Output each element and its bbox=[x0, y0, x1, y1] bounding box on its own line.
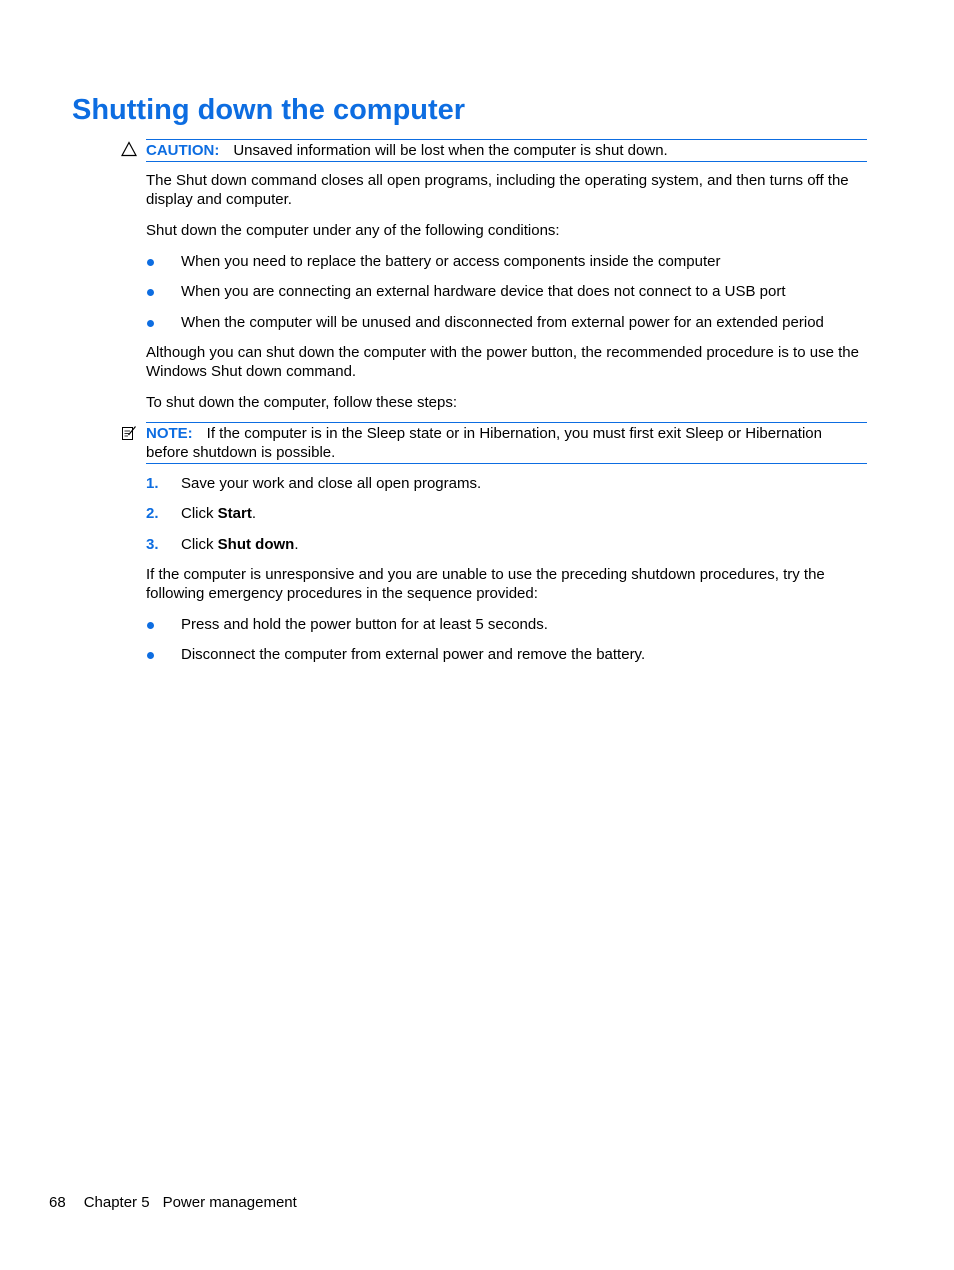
footer-section: Power management bbox=[162, 1194, 297, 1211]
paragraph-power-button: Although you can shut down the computer with the power button, the recommended procedure is to use the Windows Shut down command. bbox=[146, 344, 859, 380]
list-item-text: Press and hold the power button for at least 5 seconds. bbox=[181, 616, 548, 633]
step-text: Save your work and close all open programs. bbox=[181, 475, 482, 492]
caution-box bbox=[146, 139, 867, 162]
step-text: Click Shut down. bbox=[181, 536, 299, 553]
step-number: 1. bbox=[146, 475, 159, 492]
list-item-text: When you are connecting an external hardware device that does not connect to a USB port bbox=[181, 283, 786, 300]
bullet-icon bbox=[147, 259, 154, 266]
bullet-icon bbox=[147, 652, 154, 659]
note-text: If the computer is in the Sleep state or in Hibernation, you must first exit Sleep or Hibernation before shutdown is possible. bbox=[146, 425, 822, 461]
bullet-icon bbox=[147, 622, 154, 629]
bullet-icon bbox=[147, 320, 154, 327]
paragraph-steps-intro: To shut down the computer, follow these steps: bbox=[146, 394, 458, 411]
caution-triangle-icon bbox=[121, 141, 137, 157]
list-item-text: When you need to replace the battery or access components inside the computer bbox=[181, 253, 721, 270]
caution-text: Unsaved information will be lost when the computer is shut down. bbox=[233, 142, 668, 159]
step-number: 2. bbox=[146, 505, 159, 522]
bullet-icon bbox=[147, 289, 154, 296]
paragraph-conditions-intro: Shut down the computer under any of the following conditions: bbox=[146, 222, 560, 239]
page-number: 68 bbox=[49, 1194, 66, 1211]
footer-chapter: Chapter 5 bbox=[83, 1194, 150, 1211]
paragraph-shutdown-command: The Shut down command closes all open programs, including the operating system, and then turns off the display and computer. bbox=[146, 172, 849, 208]
note-pencil-icon bbox=[121, 425, 137, 441]
page-footer bbox=[49, 1193, 315, 1212]
note-label: NOTE: bbox=[146, 425, 193, 442]
note-box bbox=[146, 422, 867, 464]
caution-label: CAUTION: bbox=[146, 142, 220, 159]
page-title: Shutting down the computer bbox=[72, 94, 466, 126]
list-item-text: When the computer will be unused and disconnected from external power for an extended period bbox=[181, 314, 824, 331]
step-number: 3. bbox=[146, 536, 159, 553]
list-item-text: Disconnect the computer from external power and remove the battery. bbox=[181, 646, 646, 663]
paragraph-emergency-intro: If the computer is unresponsive and you are unable to use the preceding shutdown procedures, try the following emergency procedures in the sequence provided: bbox=[146, 566, 825, 602]
step-text: Click Start. bbox=[181, 505, 257, 522]
